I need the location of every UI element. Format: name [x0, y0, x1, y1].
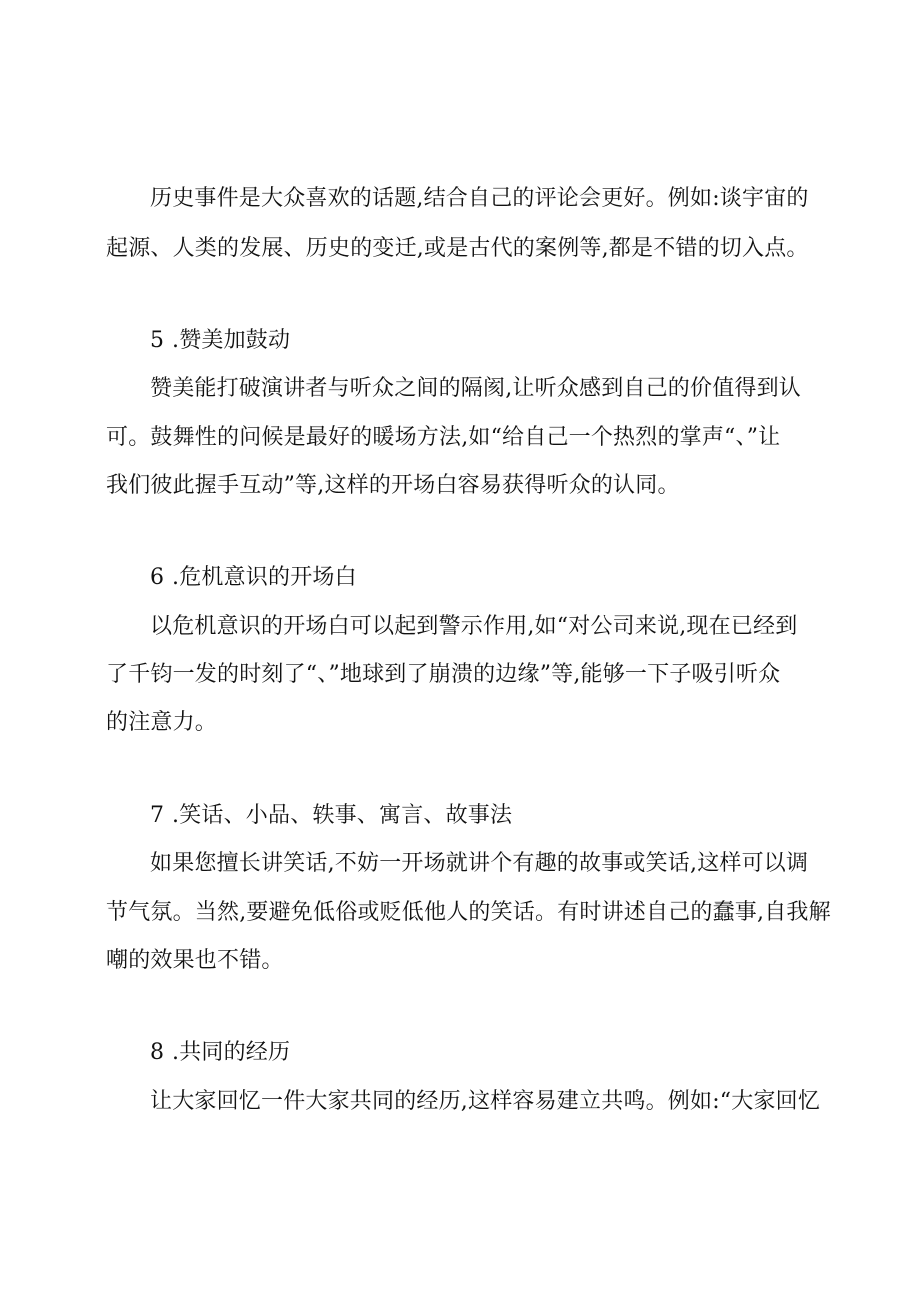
section-5-number: 5	[150, 328, 165, 353]
section-8-line-1: 让大家回忆一件大家共同的经历,这样容易建立共鸣。例如:“大家回忆	[150, 1089, 821, 1114]
intro-line-2: 起源、人类的发展、历史的变迁,或是古代的案例等,都是不错的切入点。	[106, 236, 809, 261]
section-7-line-3: 嘲的效果也不错。	[106, 948, 284, 973]
section-5-line-1: 赞美能打破演讲者与听众之间的隔阂,让听众感到自己的价值得到认	[150, 376, 801, 401]
section-6-line-3: 的注意力。	[106, 710, 218, 735]
section-6-line-1: 以危机意识的开场白可以起到警示作用,如“对公司来说,现在已经到	[150, 614, 798, 639]
section-5-line-3: 我们彼此握手互动”等,这样的开场白容易获得听众的认同。	[106, 473, 680, 498]
section-5-title: .赞美加鼓动	[172, 328, 291, 353]
section-7-title: .笑话、小品、轶事、寓言、故事法	[172, 803, 513, 828]
intro-line-1: 历史事件是大众喜欢的话题,结合自己的评论会更好。例如:谈宇宙的	[150, 186, 809, 211]
section-6-title: .危机意识的开场白	[172, 565, 357, 590]
section-8-number: 8	[150, 1040, 165, 1065]
section-7-line-1: 如果您擅长讲笑话,不妨一开场就讲个有趣的故事或笑话,这样可以调	[150, 851, 809, 876]
section-5-line-2: 可。鼓舞性的问候是最好的暖场方法,如“给自己一个热烈的掌声“、”让	[106, 425, 781, 450]
section-6-number: 6	[150, 565, 165, 590]
section-7-number: 7	[150, 803, 165, 828]
section-6-line-2: 了千钧一发的时刻了“、”地球到了崩溃的边缘”等,能够一下子吸引听众	[106, 662, 781, 687]
section-7-heading	[150, 801, 512, 831]
section-6-heading	[150, 563, 357, 593]
section-5-heading	[150, 326, 290, 356]
section-7-line-2: 节气氛。当然,要避免低俗或贬低他人的笑话。有时讲述自己的蠢事,自我解	[106, 900, 831, 925]
section-8-heading	[150, 1038, 290, 1068]
section-8-title: .共同的经历	[172, 1040, 291, 1065]
